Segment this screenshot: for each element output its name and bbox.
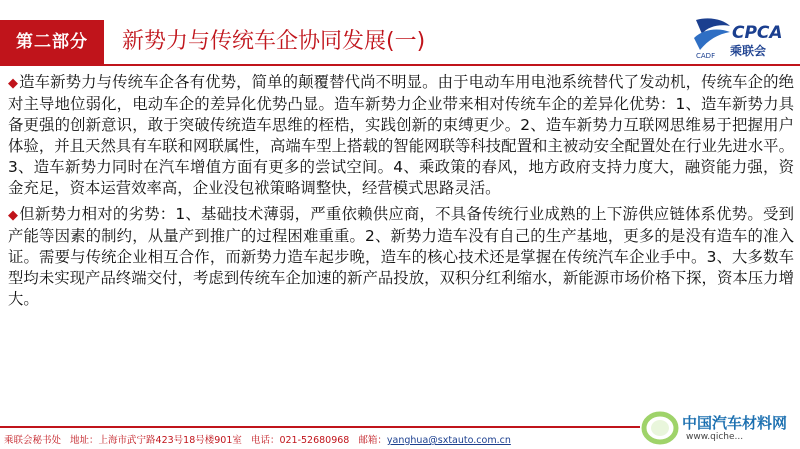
watermark-text: 中国汽车材料网 bbox=[682, 414, 788, 432]
cpca-logo bbox=[690, 14, 790, 60]
slide-title: 新势力与传统车企协同发展(一) bbox=[122, 29, 426, 54]
watermark-swoosh-icon bbox=[638, 406, 682, 446]
diamond-bullet-icon: ◆ bbox=[8, 208, 19, 223]
paragraph-disadvantages bbox=[8, 204, 794, 310]
slide-body bbox=[8, 72, 794, 310]
svg-text:CPCA: CPCA bbox=[732, 23, 783, 43]
diamond-bullet-icon: ◆ bbox=[8, 76, 19, 91]
header-divider bbox=[0, 64, 800, 66]
paragraph-advantages bbox=[8, 72, 794, 199]
footer-email-label: 邮箱： bbox=[358, 435, 387, 446]
footer-contact bbox=[4, 432, 511, 446]
watermark bbox=[638, 404, 800, 449]
paragraph-text: 造车新势力与传统车企各有优势，简单的颠覆替代尚不明显。由于电动车用电池系统替代了发动机，传统车企的绝对主导地位弱化，电动车企的差异化优势凸显。造车新势力企业带来相对传统车企的差异化优势：1、造车新势力具备更强的创新意识，敢于突破传统造车思维的桎梏，实践创新的束缚更少。2、造车新势力互联网思维易于把握用户体验，并且天然具有车联和网联属性，高端车型上搭载的智能网联等科技配置和主被动安全配置处在行业先进水平。3、造车新势力同时在汽车增值方面有更多的尝试空间。4、乘政策的春风，地方政府支持力度大，融资能力强，资金充足，资本运营效率高，企业没包袱策略调整快，经营模式思路灵活。 bbox=[8, 73, 794, 197]
footer-email-link[interactable]: yanghua@sxtauto.com.cn bbox=[386, 435, 511, 446]
paragraph-text: 但新势力相对的劣势：1、基础技术薄弱，严重依赖供应商，不具备传统行业成熟的上下游供应链体系优势。受到产能等因素的制约，从量产到推广的过程困难重重。2、新势力造车没有自己的生产基地，更多的是没有造车的准入证。需要与传统企业相互合作，而新势力造车起步晚，造车的核心技术还是掌握在传统汽车企业手中。3、大多数车型均未实现产品终端交付，考虑到传统车企加速的新产品投放，双积分红利缩水，新能源市场价格下探，资本压力增大。 bbox=[8, 205, 795, 308]
footer-address: 地址：上海市武宁路423号18号楼901室 bbox=[70, 435, 242, 446]
logo-name: 乘联会 bbox=[730, 44, 767, 58]
footer-divider bbox=[0, 426, 640, 428]
footer-org: 乘联会秘书处 bbox=[4, 435, 62, 446]
slide-header bbox=[0, 0, 800, 66]
watermark-url: www.qiche... bbox=[686, 432, 744, 442]
footer-phone: 电话：021-52680968 bbox=[250, 435, 350, 446]
section-tag: 第二部分 bbox=[0, 20, 104, 64]
svg-text:CADF: CADF bbox=[696, 52, 716, 60]
